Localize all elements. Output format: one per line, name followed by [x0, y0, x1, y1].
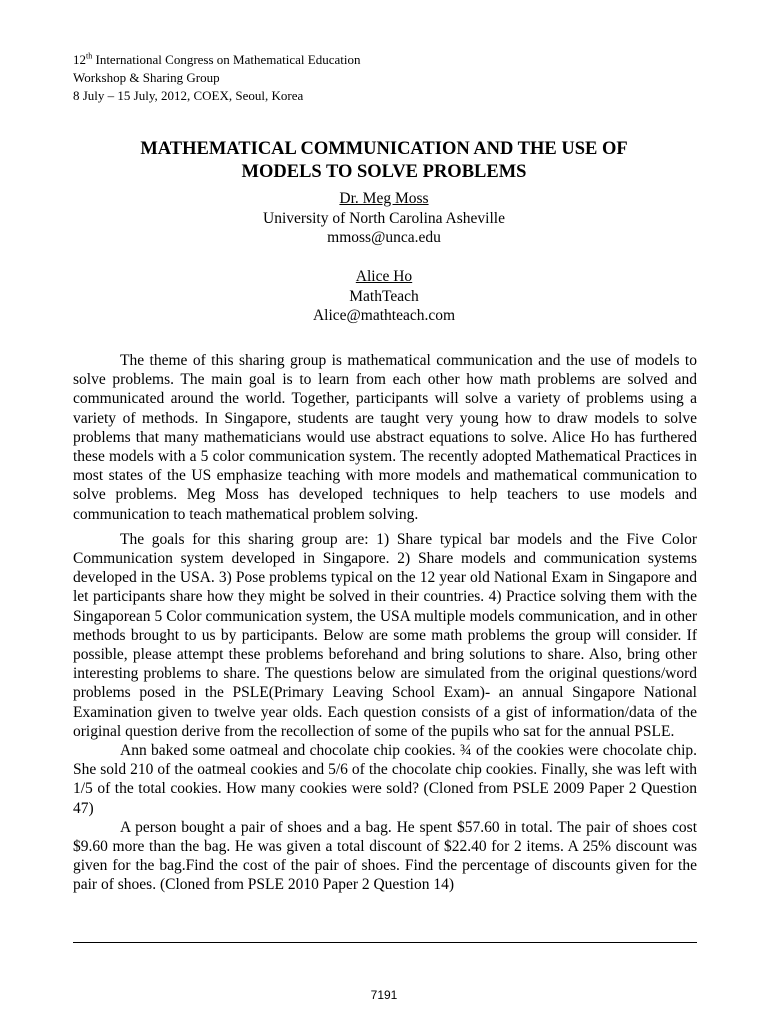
author-1-affiliation: University of North Carolina Asheville: [263, 209, 505, 227]
header-line-dates: 8 July – 15 July, 2012, COEX, Seoul, Korea: [73, 88, 304, 103]
header-congress-name: International Congress on Mathematical Education: [92, 52, 361, 67]
title-line-2: MODELS TO SOLVE PROBLEMS: [241, 162, 527, 182]
paper-body: [73, 351, 697, 895]
author-2-email: Alice@mathteach.com: [312, 307, 456, 324]
page-number: 7191: [370, 988, 398, 1002]
author-block: [0, 189, 768, 326]
author-1-name: Dr. Meg Moss: [339, 190, 429, 207]
title-line-1: MATHEMATICAL COMMUNICATION AND THE USE OF: [140, 139, 628, 159]
header-ordinal-suffix: th: [86, 51, 93, 61]
author-2-affiliation: MathTeach: [349, 287, 419, 305]
paragraph-theme: The theme of this sharing group is mathematical communication and the use of models to solve problems. The main goal is to learn from each other how math problems are solved and communicated around the world. Together, participants will solve a variety of problems using a variety of methods. In Singapore, students are taught very young how to draw models to solve problems that many mathematicians would use abstract equations to solve. Alice Ho has furthered these models with a 5 color communication system. The recently adopted Mathematical Practices in most states of the US emphasize teaching with more models and mathematical communication to solve problems. Meg Moss has developed techniques to help teachers to use models and communication to teach mathematical problem solving.: [73, 352, 697, 523]
header-number: 12: [73, 52, 86, 67]
paper-title: [0, 138, 768, 184]
author-spacer: [0, 248, 768, 268]
header-line-congress: [73, 51, 360, 69]
paragraph-goals: The goals for this sharing group are: 1) Share typical bar models and the Five Color Communication system developed in Singapore. 2) Share models and communication systems developed in the USA. 3) Pose problems typical on the 12 year old National Exam in Singapore and let participants share how they might be solved in their countries. 4) Practice solving them with the Singaporean 5 Color communication system, the USA multiple models communication, and in other methods brought to us by participants. Below are some math problems the group will consider. If possible, please attempt these problems beforehand and bring solutions to share. Also, bring other interesting problems to share. The questions below are simulated from the original questions/word problems posed in the PSLE(Primary Leaving School Exam)- an annual Singapore National Examination given to twelve year olds. Each question consists of a gist of information/data of the original question derive from the recollection of some of the pupils who sat for the annual PSLE.: [73, 530, 697, 740]
paragraph-problem-cookies: Ann baked some oatmeal and chocolate chip cookies. ¾ of the cookies were chocolate chip. She sold 210 of the oatmeal cookies and 5/6 of the chocolate chip cookies. Finally, she was left with 1/5 of the total cookies. How many cookies were sold? (Cloned from PSLE 2009 Paper 2 Question 47): [73, 742, 697, 817]
footer-rule: [73, 942, 697, 943]
conference-header: [73, 51, 360, 105]
author-2-name: Alice Ho: [355, 268, 413, 285]
header-line-workshop: Workshop & Sharing Group: [73, 70, 220, 85]
paragraph-problem-shoes: A person bought a pair of shoes and a bag. He spent $57.60 in total. The pair of shoes cost $9.60 more than the bag. He was given a total discount of $22.40 for 2 items. A 25% discount was given for the bag.Find the cost of the pair of shoes. Find the percentage of discounts given for the pair of shoes. (Cloned from PSLE 2010 Paper 2 Question 14): [73, 818, 697, 894]
author-1-email: mmoss@unca.edu: [327, 229, 441, 246]
